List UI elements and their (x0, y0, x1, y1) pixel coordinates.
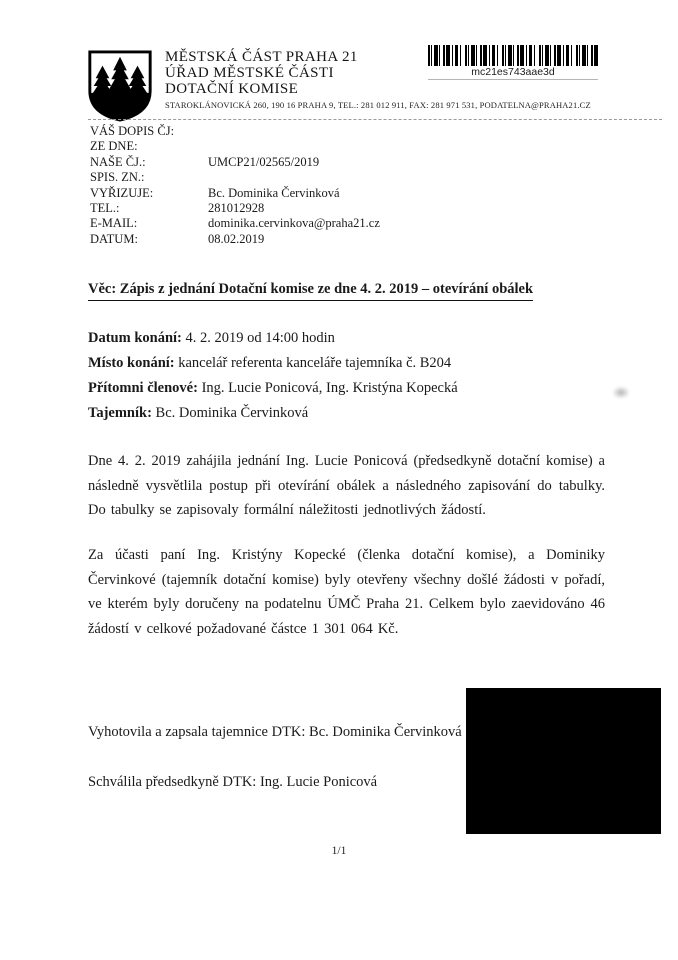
redaction-box (466, 688, 661, 834)
barcode-label: mc21es743aae3d (471, 66, 555, 78)
field-row-tel (90, 201, 380, 216)
meeting-place-row (88, 354, 458, 372)
field-label: TEL.: (90, 201, 120, 216)
field-row-datum (90, 232, 380, 247)
field-value: UMCP21/02565/2019 (208, 154, 320, 169)
field-row-spis-zn (90, 170, 380, 185)
meeting-details (88, 329, 458, 429)
subject-line: Věc: Zápis z jednání Dotační komise ze dne 4. 2. 2019 – otevírání obálek (88, 281, 533, 301)
meeting-date-label: Datum konání: (88, 330, 182, 346)
field-label: E-MAIL: (90, 216, 138, 231)
meeting-secretary-row (88, 404, 458, 422)
body-paragraph-1: Dne 4. 2. 2019 zahájila jednání Ing. Lucie Ponicová (předsedkyně dotační komise) a následně vysvětlila postup při otevírání obálek a následného zapisování do tabulky. Do tabulky se zapisovaly formální náležitosti jednotlivých žádostí. (88, 453, 605, 518)
meeting-members-label: Přítomni členové: (88, 380, 198, 396)
field-row-email (90, 216, 380, 231)
field-row-ze-dne (90, 139, 380, 154)
barcode-icon (428, 45, 598, 66)
org-name: MĚSTSKÁ ČÁST PRAHA 21 (165, 49, 358, 65)
meeting-secretary-value: Bc. Dominika Červinková (155, 405, 309, 421)
field-row-vas-dopis (90, 124, 380, 139)
meeting-secretary-label: Tajemník: (88, 405, 152, 421)
meeting-date-row (88, 329, 458, 347)
field-label: VÁŠ DOPIS ČJ: (90, 124, 175, 138)
field-label: VYŘIZUJE: (90, 185, 154, 200)
barcode (428, 45, 598, 80)
coat-of-arms-icon (86, 50, 154, 122)
scan-artifact (612, 386, 630, 399)
signature-prepared-by: Vyhotovila a zapsala tajemnice DTK: Bc. Dominika Červinková (88, 724, 462, 740)
org-committee: DOTAČNÍ KOMISE (165, 81, 299, 97)
meeting-members-row (88, 379, 458, 397)
signature-approved-by: Schválila předsedkyně DTK: Ing. Lucie Ponicová (88, 774, 378, 790)
field-value: dominika.cervinkova@praha21.cz (208, 216, 380, 231)
field-label: SPIS. ZN.: (90, 170, 145, 185)
letterhead-divider (88, 119, 662, 120)
field-label: NAŠE ČJ.: (90, 154, 146, 169)
reference-fields (90, 124, 380, 247)
field-row-vyrizuje (90, 186, 380, 201)
org-office: ÚŘAD MĚSTSKÉ ČÁSTI (165, 65, 334, 81)
field-label: ZE DNE: (90, 139, 138, 154)
meeting-place-label: Místo konání: (88, 355, 175, 371)
org-address-line: STAROKLÁNOVICKÁ 260, 190 16 PRAHA 9, TEL.: 281 012 911, FAX: 281 971 531, PODATELNA@PRAHA21.CZ (165, 100, 591, 110)
field-value: Bc. Dominika Červinková (208, 185, 340, 200)
field-value: 281012928 (208, 201, 265, 216)
meeting-members-value: Ing. Lucie Ponicová, Ing. Kristýna Kopecká (201, 380, 458, 396)
page-number: 1/1 (331, 845, 347, 857)
field-row-nase-cj (90, 155, 380, 170)
field-label: DATUM: (90, 231, 138, 246)
body-paragraph-2: Za účasti paní Ing. Kristýny Kopecké (členka dotační komise), a Dominiky Červinkové (tajemník dotační komise) byly otevřeny všechny došlé žádosti v pořadí, ve kterém byly doručeny na podatelnu ÚMČ Praha 21. Celkem bylo zaevidováno 46 žádostí v celkové požadované částce 1 301 064 Kč. (88, 547, 605, 637)
field-value: 08.02.2019 (208, 231, 265, 246)
meeting-date-value: 4. 2. 2019 od 14:00 hodin (185, 330, 335, 346)
meeting-place-value: kancelář referenta kanceláře tajemníka č. B204 (178, 355, 452, 371)
